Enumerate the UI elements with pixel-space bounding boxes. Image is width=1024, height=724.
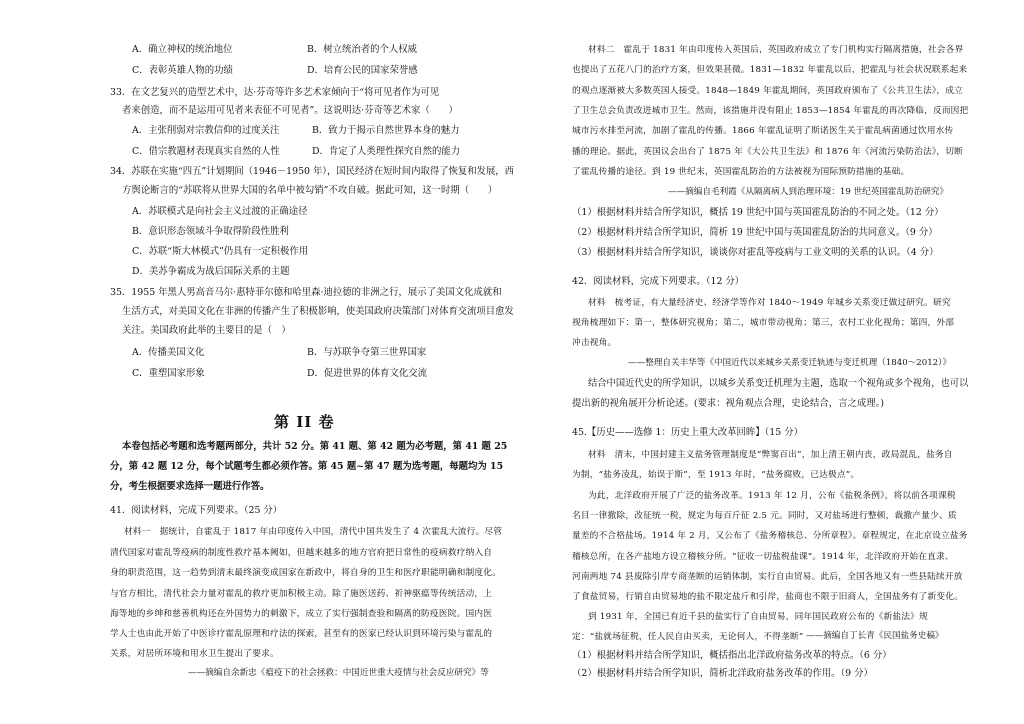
q45-material-line4: 名目一律撤除，改征统一税，规定为每百斤征 2.5 元。同时，又对盐场进行整顿，裁撤产量少、质 [572, 511, 957, 521]
q35-option-b[interactable]: B．与苏联争夺第三世界国家 [307, 347, 427, 358]
q35-option-d[interactable]: D．促进世界的体育文化交流 [307, 368, 428, 379]
q41-heading: 41．阅读材料，完成下列要求。（25 分） [110, 505, 283, 516]
q33-stem-line1: 33．在文艺复兴的造型艺术中，达·芬奇等许多艺术家倾向于“将可见者作为可见 [110, 87, 440, 98]
q41-requirement-3: （3）根据材料并结合所学知识，谈谈你对霍乱等疫病与工业文明的关系的认识。（4 分） [572, 247, 939, 258]
q33-option-b[interactable]: B．致力于揭示自然世界本身的魅力 [312, 125, 460, 136]
q45-heading: 45.【历史——选修 1：历史上重大改革回眸】（15 分） [572, 427, 803, 438]
q41-requirement-2: （2）根据材料并结合所学知识，简析 19 世纪中国与英国霍乱防治的共同意义。（9 分） [572, 227, 938, 238]
q41-material1-line4: 与官方相比，清代社会力量对霍乱的救疗更加积极主动。除了施医送药、祈神驱瘟等传统活动，上 [110, 589, 493, 599]
q41-material1-line6: 学人士也由此开始了中医诊疗霍乱原理和疗法的探索，甚至有的医家已经认识到环境污染与霍乱的 [110, 629, 493, 639]
q41-material2-line5: 城市污水排至河流，加剧了霍乱的传播。1866 年霍乱证明了斯诺医生关于霍乱病菌通过饮用水传 [572, 126, 954, 136]
q35-option-c[interactable]: C．重塑国家形象 [132, 368, 205, 379]
q35-stem-line1: 35．1955 年黑人男高音马尔·惠特菲尔德和哈里森·迪拉德的非洲之行，展示了美国文化成就和 [110, 287, 502, 298]
q33-stem-line2: 者来创造，而不是运用可见者来表征不可见者”。这说明达·芬奇等艺术家（ ） [122, 105, 458, 116]
q45-material-line1: 材料 清末，中国封建主义盐务管理制度是“弊窦百出”，加上清王朝内丧，政局混乱，盐务自 [588, 450, 953, 460]
q34-option-c[interactable]: C．苏联“斯大林模式”仍具有一定积极作用 [132, 246, 309, 257]
instructions-line3: 分，考生根据要求选择一题进行作答。 [110, 481, 270, 492]
q33-option-a[interactable]: A．主张削弱对宗教信仰的过度关注 [132, 125, 280, 136]
q41-material2-line2: 也提出了五花八门的治疗方案，但效果甚微。1831—1832 年霍乱以后，把霍乱与社会状况联系起来 [572, 65, 968, 75]
q42-task-line2: 提出新的视角展开分析论述。(要求：视角观点合理，史论结合，言之成理。) [572, 398, 884, 409]
q45-material-line3: 为此，北洋政府开展了广泛的盐务改革。1913 年 12 月，公布《盐税条例》，将以前各项课税 [588, 491, 956, 501]
q33-option-c[interactable]: C．借宗教题材表现真实自然的人性 [132, 146, 280, 157]
q42-material-line1: 材料 梳考证，有大量经济史、经济学等作对 1840～1949 年城乡关系变迁做过研究。研究 [588, 298, 951, 308]
q41-material2-line4: 了卫生总会负责改进城市卫生。然而，该措施并没有阻止 1853—1854 年霍乱的再次降临，反而因把 [572, 106, 969, 116]
instructions-line2: 分，第 42 题 12 分，每个试题考生都必须作答。第 45 题~第 47 题为选考题，每题均为 15 [110, 461, 504, 472]
q41-material2-line7: 了霍乱传播的途径。到 19 世纪末，英国霍乱防治的方法被视为国际预防措施的基础。 [572, 167, 910, 177]
q41-material1-line7: 关系，对居所环境和用水卫生提出了要求。 [110, 649, 279, 659]
q34-stem-line1: 34．苏联在实施“四五”计划期间（1946－1950 年），国民经济在短时间内取得了恢复和发展，西 [110, 166, 515, 177]
q45-material-line7: 河南两地 74 县废除引岸专商垄断的运销体制，实行自由贸易。此后，全国各地又有一些县陆续开放 [572, 572, 963, 582]
q45-material-line10: 定：“盐就场征税，任人民自由买卖，无论何人，不得垄断” [572, 632, 804, 642]
q45-material-line6: 稽核总所，在各产盐地方设立稽核分所。“征收一切盐税盐课”。1914 年，北洋政府开始在直隶、 [572, 552, 954, 562]
q42-material-line2: 视角梳理如下：第一，整体研究视角；第二，城市带动视角；第三，农村工业化视角；第四，外部 [572, 318, 955, 328]
q45-material-source: ——摘编自丁长青《民国盐务史稿》 [806, 631, 944, 641]
q41-material1-source: ——摘编自余新忠《瘟疫下的社会拯救：中国近世重大疫情与社会反应研究》等 [188, 668, 489, 678]
q41-material1-line5: 海等地的乡绅和慈善机构还在外国势力的刺激下，成立了实行强制查验和隔离的防疫医院。国内医 [110, 609, 493, 619]
q41-material2-line3: 的观点逐渐被大多数英国人接受。1848—1849 年霍乱期间，英国政府颁布了《公共卫生法》，成立 [572, 86, 964, 96]
q41-material2-source: ——摘编自毛利霞《从隔离病人到治理环境：19 世纪英国霍乱防治研究》 [668, 187, 949, 197]
q42-material-source: ——整理自关丰华等《中国近代以来城乡关系变迁轨迹与变迁机理（1840～2012）》 [628, 358, 952, 368]
q41-requirement-1: （1）根据材料并结合所学知识，概括 19 世纪中国与英国霍乱防治的不同之处。（12 分） [572, 207, 944, 218]
q45-material-line5: 量差的不合格盐场。1914 年 2 月，又公布了《盐务稽核总、分所章程》。章程规定，在北京设立盐务 [572, 531, 968, 541]
q32-option-a[interactable]: A．确立神权的统治地位 [132, 44, 233, 55]
q34-option-b[interactable]: B．意识形态领域斗争取得阶段性胜利 [132, 226, 289, 237]
q41-material1-line1: 材料一 据统计，自霍乱于 1817 年由印度传入中国，清代中国共发生了 4 次霍乱大流行。尽管 [124, 527, 503, 537]
q41-material2-line6: 播的理论。据此，英国议会出台了 1875 年《大公共卫生法》和 1876 年《河流污染防治法》，切断 [572, 147, 964, 157]
q45-material-line2: 为制，“盐务凌乱，始误于斯”，至 1913 年时，“盐务腐败，已达极点”。 [572, 470, 860, 480]
section-title: 第 II 卷 [274, 413, 335, 431]
q45-requirement-1: （1）根据材料并结合所学知识，概括指出北洋政府盐务改革的特点。（6 分） [572, 650, 892, 661]
instructions-line1: 本卷包括必考题和选考题两部分，共计 52 分。第 41 题、第 42 题为必考题，第 41 题 25 [122, 441, 508, 452]
q35-stem-line2: 生活方式，对美国文化在非洲的传播产生了积极影响，使美国政府决策部门对体育交流项目愈发 [122, 306, 514, 317]
q45-requirement-2: （2）根据材料并结合所学知识，简析北洋政府盐务改革的作用。（9 分） [572, 668, 873, 679]
q32-option-c[interactable]: C．表彰英雄人物的功绩 [132, 65, 233, 76]
q33-option-d[interactable]: D．肯定了人类理性探究自然的能力 [312, 146, 461, 157]
q45-material-line9: 到 1931 年，全国已有近千县的盐实行了自由贸易，同年国民政府公布的《新盐法》规 [588, 612, 928, 622]
q34-option-d[interactable]: D．美苏争霸成为战后国际关系的主题 [132, 266, 290, 277]
q42-heading: 42．阅读材料，完成下列要求。（12 分） [572, 276, 745, 287]
q32-option-d[interactable]: D．培育公民的国家荣誉感 [307, 65, 418, 76]
q35-stem-line3: 关注。美国政府此举的主要目的是（ ） [122, 325, 291, 336]
q41-material1-line3: 身的职责范围，这一趋势到清末最终演变成国家在新政中，将自身的卫生和医疗职能明确和制度化。 [110, 568, 502, 578]
q41-material1-line2: 清代国家对霍乱等疫病的制度性救疗基本阙如，但越来越多的地方官府把日常性的疫病救疗纳入自 [110, 548, 493, 558]
q34-option-a[interactable]: A．苏联模式是向社会主义过渡的正确途径 [132, 206, 308, 217]
q45-material-line8: 了食盐贸易，行销自由贸易地的盐不限定盐斤和引岸，盐商也不限于旧商人，全国盐务有了新变化。 [572, 592, 964, 602]
q32-option-b[interactable]: B．树立统治者的个人权威 [307, 44, 418, 55]
q34-stem-line2: 方舆论断言的“苏联将从世界大国的名单中被勾销”不攻自破。据此可知，这一时期（ ） [122, 185, 498, 196]
q42-material-line3: 冲击视角。 [572, 338, 617, 348]
q41-material2-line1: 材料二 霍乱于 1831 年由印度传入英国后，英国政府成立了专门机构实行隔离措施，社会各界 [588, 45, 964, 55]
q35-option-a[interactable]: A．传播美国文化 [132, 347, 205, 358]
q42-task-line1: 结合中国近代史的所学知识，以城乡关系变迁机理为主题，选取一个视角或多个视角，也可以 [588, 378, 969, 389]
